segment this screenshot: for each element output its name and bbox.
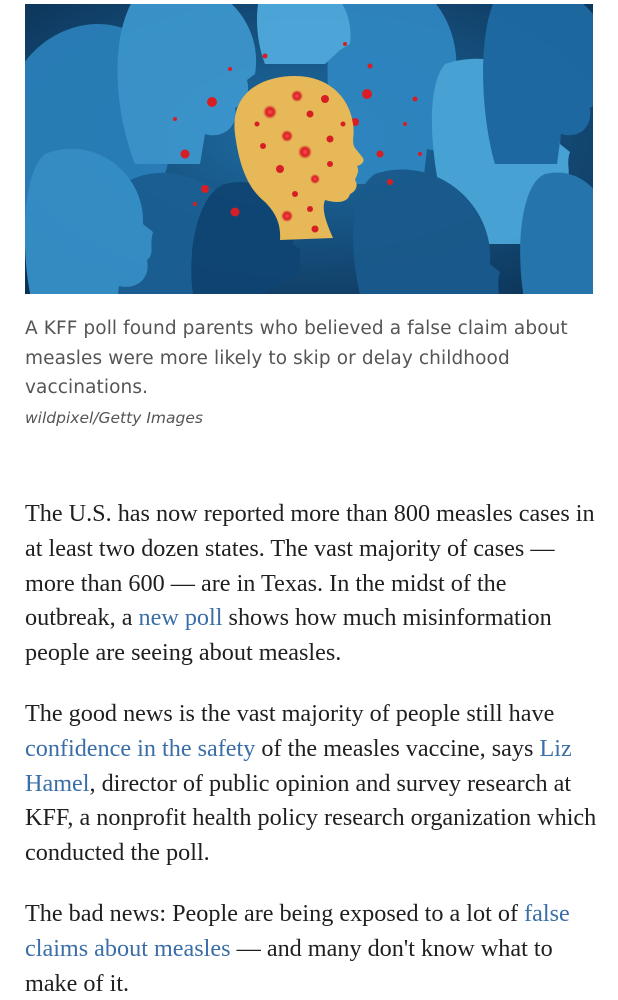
- confidence-in-safety-link[interactable]: confidence in the safety: [25, 734, 256, 762]
- article-paragraph-1: [25, 497, 600, 671]
- p2-text-after: , director of public opinion and survey research at KFF, a nonprofit health policy research organization which conducted the poll.: [25, 769, 597, 867]
- p2-text-before: The good news is the vast majority of people still have: [25, 700, 555, 727]
- false-claims-link[interactable]: false claims about measles: [25, 900, 570, 962]
- p3-text-after: — and many don't know what to make of it.: [25, 934, 553, 997]
- article-paragraph-3: [25, 897, 600, 1000]
- new-poll-link[interactable]: new poll: [138, 604, 223, 632]
- image-credit: wildpixel/Getty Images: [25, 409, 203, 427]
- hero-image: [25, 4, 593, 294]
- liz-hamel-link[interactable]: Liz Hamel: [25, 734, 572, 797]
- p1-text-before: The U.S. has now reported more than 800 measles cases in at least two dozen states. The vast majority of cases — more than 600 — are in Texas. In the midst of the outbreak, a: [25, 500, 595, 632]
- p1-text-after: shows how much misinformation people are seeing about measles.: [25, 604, 552, 667]
- p3-text-before: The bad news: People are being exposed to a lot of: [25, 900, 525, 927]
- p2-text-middle: of the measles vaccine, says: [255, 734, 540, 762]
- article-paragraph-2: [25, 697, 600, 871]
- image-caption: A KFF poll found parents who believed a false claim about measles were more likely to skip or delay childhood vaccinations.: [25, 318, 568, 398]
- hero-illustration: [25, 4, 593, 294]
